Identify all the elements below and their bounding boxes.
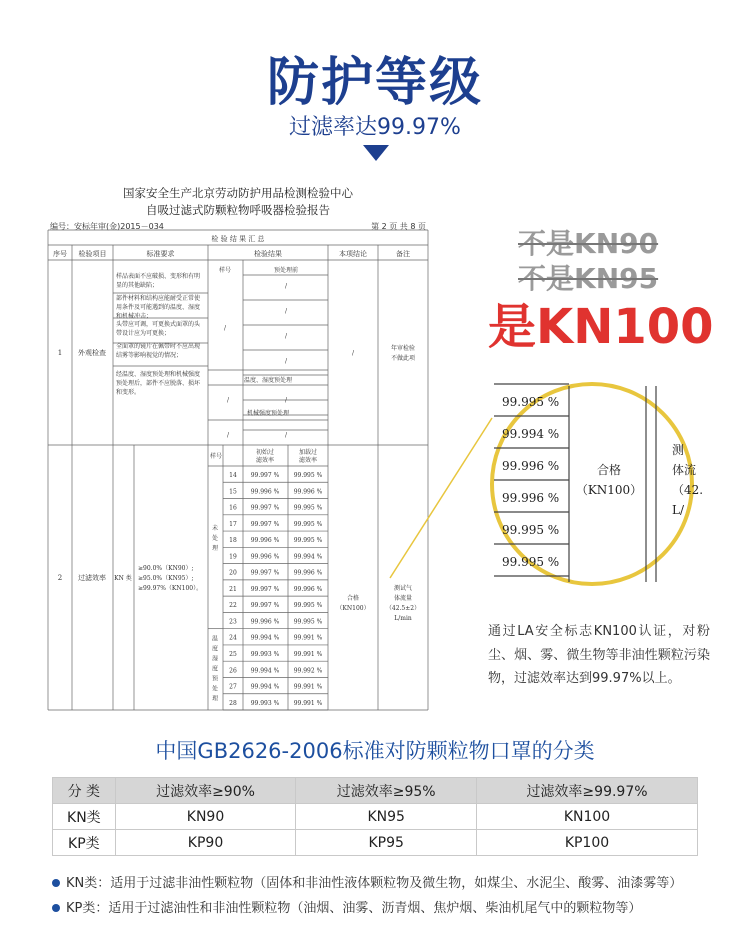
result-text: （KN100） <box>336 605 370 612</box>
summary-title: 检 验 结 果 汇 总 <box>211 235 265 243</box>
requirement-text: 结雾等影响视觉的情况； <box>116 352 183 359</box>
sample-number: 15 <box>229 488 237 496</box>
slash: / <box>284 308 288 315</box>
load-efficiency: 99.995 % <box>293 472 323 480</box>
mech-pretreat-label: 机械强度预处理 <box>246 410 290 417</box>
requirement-text: 部件材料和结构应能耐受正常使 <box>116 295 201 302</box>
load-efficiency: 99.991 % <box>293 650 323 658</box>
load-header: 加载过 <box>298 449 318 456</box>
requirement-text: 用条件及可能遇到的温度、湿度 <box>116 304 201 311</box>
requirement-text: 预处理后，部件不应脱落、损坏 <box>116 380 201 387</box>
load-efficiency: 99.992 % <box>293 667 323 675</box>
table-cell: KP100 <box>477 830 698 856</box>
claim-not-kn95: 不是KN95 <box>518 262 659 295</box>
untreated-label: 理 <box>211 545 219 552</box>
zoom-remark: 体流 <box>672 463 697 477</box>
classification-title: 中国GB2626-2006标准对防颗粒物口罩的分类 <box>155 739 595 763</box>
result-text: 合格 <box>346 595 360 602</box>
load-efficiency: 99.996 % <box>293 585 323 593</box>
table-cell: KN95 <box>296 804 477 830</box>
down-arrow-icon <box>363 145 389 161</box>
init-efficiency: 99.997 % <box>250 520 280 528</box>
treated-label: 度 <box>211 665 219 673</box>
sample-number: 26 <box>229 667 237 675</box>
init-efficiency: 99.996 % <box>250 618 280 626</box>
kn-class: KN 类 <box>114 575 132 582</box>
init-efficiency: 99.996 % <box>250 537 280 545</box>
column-header: 标准要求 <box>146 250 175 258</box>
slash: / <box>284 432 288 439</box>
bullet-dot-icon <box>52 879 60 887</box>
test-report <box>48 180 428 710</box>
requirement-text: 和机械冲击； <box>116 313 153 320</box>
report-table <box>48 230 428 710</box>
slash: / <box>284 397 288 404</box>
remark-text: L/min <box>394 615 412 622</box>
load-efficiency: 99.996 % <box>293 569 323 577</box>
row-item: 过滤效率 <box>78 574 106 582</box>
row-number: 2 <box>57 574 63 582</box>
report-subtitle: 自吸过滤式防颗粒物呼吸器检验报告 <box>146 203 330 217</box>
slash: / <box>284 358 288 365</box>
slash: / <box>226 432 230 439</box>
table-cell: KP95 <box>296 830 477 856</box>
column-header: 本项结论 <box>339 250 367 258</box>
slash: / <box>226 397 230 404</box>
page-subtitle: 过滤率达99.97% <box>289 115 461 140</box>
sample-number: 21 <box>229 585 237 593</box>
claim-value: KN100 <box>536 299 714 355</box>
requirement-text: 显的其他缺陷； <box>116 282 159 289</box>
load-efficiency: 99.995 % <box>293 520 323 528</box>
remark-text: 年审检验 <box>390 345 416 352</box>
sample-number: 25 <box>229 650 237 658</box>
init-efficiency: 99.997 % <box>250 585 280 593</box>
load-header: 滤效率 <box>298 457 318 464</box>
sample-number: 28 <box>229 699 237 707</box>
header-cell: 过滤效率≥95% <box>296 778 477 804</box>
init-efficiency: 99.996 % <box>250 553 280 561</box>
init-header: 初始过 <box>255 449 275 456</box>
claim-is-kn100 <box>488 288 714 357</box>
table-cell: KP90 <box>115 830 296 856</box>
table-row <box>53 804 698 830</box>
temp-pretreat-label: 温度、湿度预处理 <box>243 377 293 384</box>
certification-note: 通过LA安全标志KN100认证，对粉尘、烟、雾、微生物等非油性颗粒污染物，过滤效率达到99.97%以上。 <box>488 624 710 686</box>
slash: / <box>351 350 355 357</box>
init-efficiency: 99.997 % <box>250 569 280 577</box>
sample-number: 24 <box>229 634 237 642</box>
column-header: 检验项目 <box>78 250 107 258</box>
column-header: 序号 <box>53 250 67 258</box>
sample-no-label: 样号 <box>209 453 223 460</box>
treated-label: 预 <box>211 675 219 683</box>
treated-label: 温 <box>211 635 219 643</box>
remark-text: 不做此项 <box>390 355 416 362</box>
zoom-lens <box>490 382 704 586</box>
sample-number: 17 <box>229 520 237 528</box>
bullet-kp <box>52 897 641 916</box>
sample-number: 14 <box>229 472 237 480</box>
requirement-text: 全面罩的镜片在佩带时不应出现 <box>116 343 201 350</box>
init-efficiency: 99.994 % <box>250 634 280 642</box>
untreated-label: 未 <box>211 525 219 532</box>
zoom-value: 99.995 % <box>502 523 560 537</box>
zoom-remark: 测 <box>672 443 685 457</box>
requirement-text: ≥95.0%（KN95）; <box>138 575 194 582</box>
init-efficiency: 99.997 % <box>250 472 280 480</box>
load-efficiency: 99.995 % <box>293 602 323 610</box>
header-cell: 分 类 <box>53 778 116 804</box>
zoom-value: 99.996 % <box>502 459 560 473</box>
sample-number: 27 <box>229 683 237 691</box>
header-cell: 过滤效率≥99.97% <box>477 778 698 804</box>
load-efficiency: 99.991 % <box>293 634 323 642</box>
load-efficiency: 99.991 % <box>293 699 323 707</box>
bullet-text: KP类：适用于过滤油性和非油性颗粒物（油烟、油雾、沥青烟、焦炉烟、柴油机尾气中的颗粒物等） <box>66 901 642 916</box>
load-efficiency: 99.995 % <box>293 618 323 626</box>
load-efficiency: 99.994 % <box>293 553 323 561</box>
load-efficiency: 99.991 % <box>293 683 323 691</box>
zoom-connector <box>380 400 500 600</box>
init-efficiency: 99.993 % <box>250 699 280 707</box>
load-efficiency: 99.995 % <box>293 504 323 512</box>
table-cell: KN类 <box>53 804 116 830</box>
zoom-result: （KN100） <box>575 483 643 497</box>
sample-number: 19 <box>229 553 237 561</box>
sample-number: 23 <box>229 618 237 626</box>
slash: / <box>284 333 288 340</box>
zoom-value: 99.994 % <box>502 427 560 441</box>
zoom-content <box>494 386 704 582</box>
zoom-result: 合格 <box>596 463 622 477</box>
remark-text: （42.5±2） <box>385 605 421 612</box>
init-header: 滤效率 <box>255 457 275 464</box>
bullet-kn <box>52 872 682 891</box>
table-row <box>53 830 698 856</box>
row-item: 外观检查 <box>78 349 106 357</box>
row-number: 1 <box>57 349 63 357</box>
sample-number: 16 <box>229 504 237 512</box>
slash: / <box>223 325 227 332</box>
report-number: 编号：安标年审(金)2015－034 <box>50 222 164 231</box>
zoom-value: 99.995 % <box>502 395 560 409</box>
requirement-text: 和变形。 <box>116 389 141 396</box>
treated-label: 湿 <box>211 655 219 663</box>
classification-table <box>52 777 698 856</box>
report-title: 国家安全生产北京劳动防护用品检测检验中心 <box>123 186 353 200</box>
init-efficiency: 99.997 % <box>250 504 280 512</box>
sample-number: 22 <box>229 602 237 610</box>
treated-label: 度 <box>211 645 219 653</box>
zoom-value: 99.995 % <box>502 555 560 569</box>
claim-prefix: 是 <box>488 299 537 355</box>
sample-no-label: 样号 <box>218 267 232 274</box>
requirement-text: 经温度、湿度预处理和机械强度 <box>116 371 201 378</box>
claim-not-kn90: 不是KN90 <box>518 227 659 260</box>
requirement-text: ≥99.97%（KN100）。 <box>138 585 203 592</box>
zoom-remark: L/ <box>672 503 685 517</box>
page-title: 防护等级 <box>266 53 483 113</box>
init-efficiency: 99.993 % <box>250 650 280 658</box>
requirement-text: ≥90.0%（KN90）; <box>138 565 194 572</box>
init-efficiency: 99.996 % <box>250 488 280 496</box>
remark-text: 测试气 <box>393 585 413 592</box>
pretreat-label: 预处理前 <box>273 267 299 274</box>
load-efficiency: 99.996 % <box>293 488 323 496</box>
zoom-remark: （42. <box>672 483 704 497</box>
table-cell: KN90 <box>115 804 296 830</box>
table-cell: KP类 <box>53 830 116 856</box>
requirement-text: 带设计应为可更换； <box>116 330 171 337</box>
table-cell: KN100 <box>477 804 698 830</box>
requirement-text: 样品表面不应破损、变形和有明 <box>116 273 201 280</box>
treated-label: 处 <box>211 685 219 693</box>
init-efficiency: 99.994 % <box>250 683 280 691</box>
untreated-label: 处 <box>211 535 219 542</box>
init-efficiency: 99.994 % <box>250 667 280 675</box>
treated-label: 理 <box>211 695 219 703</box>
load-efficiency: 99.995 % <box>293 537 323 545</box>
requirement-text: 头带应可调，可更换式面罩的头 <box>116 321 201 328</box>
slash: / <box>284 283 288 290</box>
bullet-dot-icon <box>52 904 60 912</box>
remark-text: 体流量 <box>393 595 413 602</box>
column-header: 备注 <box>396 250 410 258</box>
column-header: 检验结果 <box>254 250 282 258</box>
header-cell: 过滤效率≥90% <box>115 778 296 804</box>
table-header-row <box>53 778 698 804</box>
zoom-value: 99.996 % <box>502 491 560 505</box>
sample-number: 20 <box>229 569 237 577</box>
report-page: 第 2 页 共 8 页 <box>371 222 426 231</box>
bullet-text: KN类：适用于过滤非油性颗粒物（固体和非油性液体颗粒物及微生物，如煤尘、水泥尘、酸雾、油漆雾等） <box>66 876 683 891</box>
sample-number: 18 <box>229 537 237 545</box>
init-efficiency: 99.997 % <box>250 602 280 610</box>
